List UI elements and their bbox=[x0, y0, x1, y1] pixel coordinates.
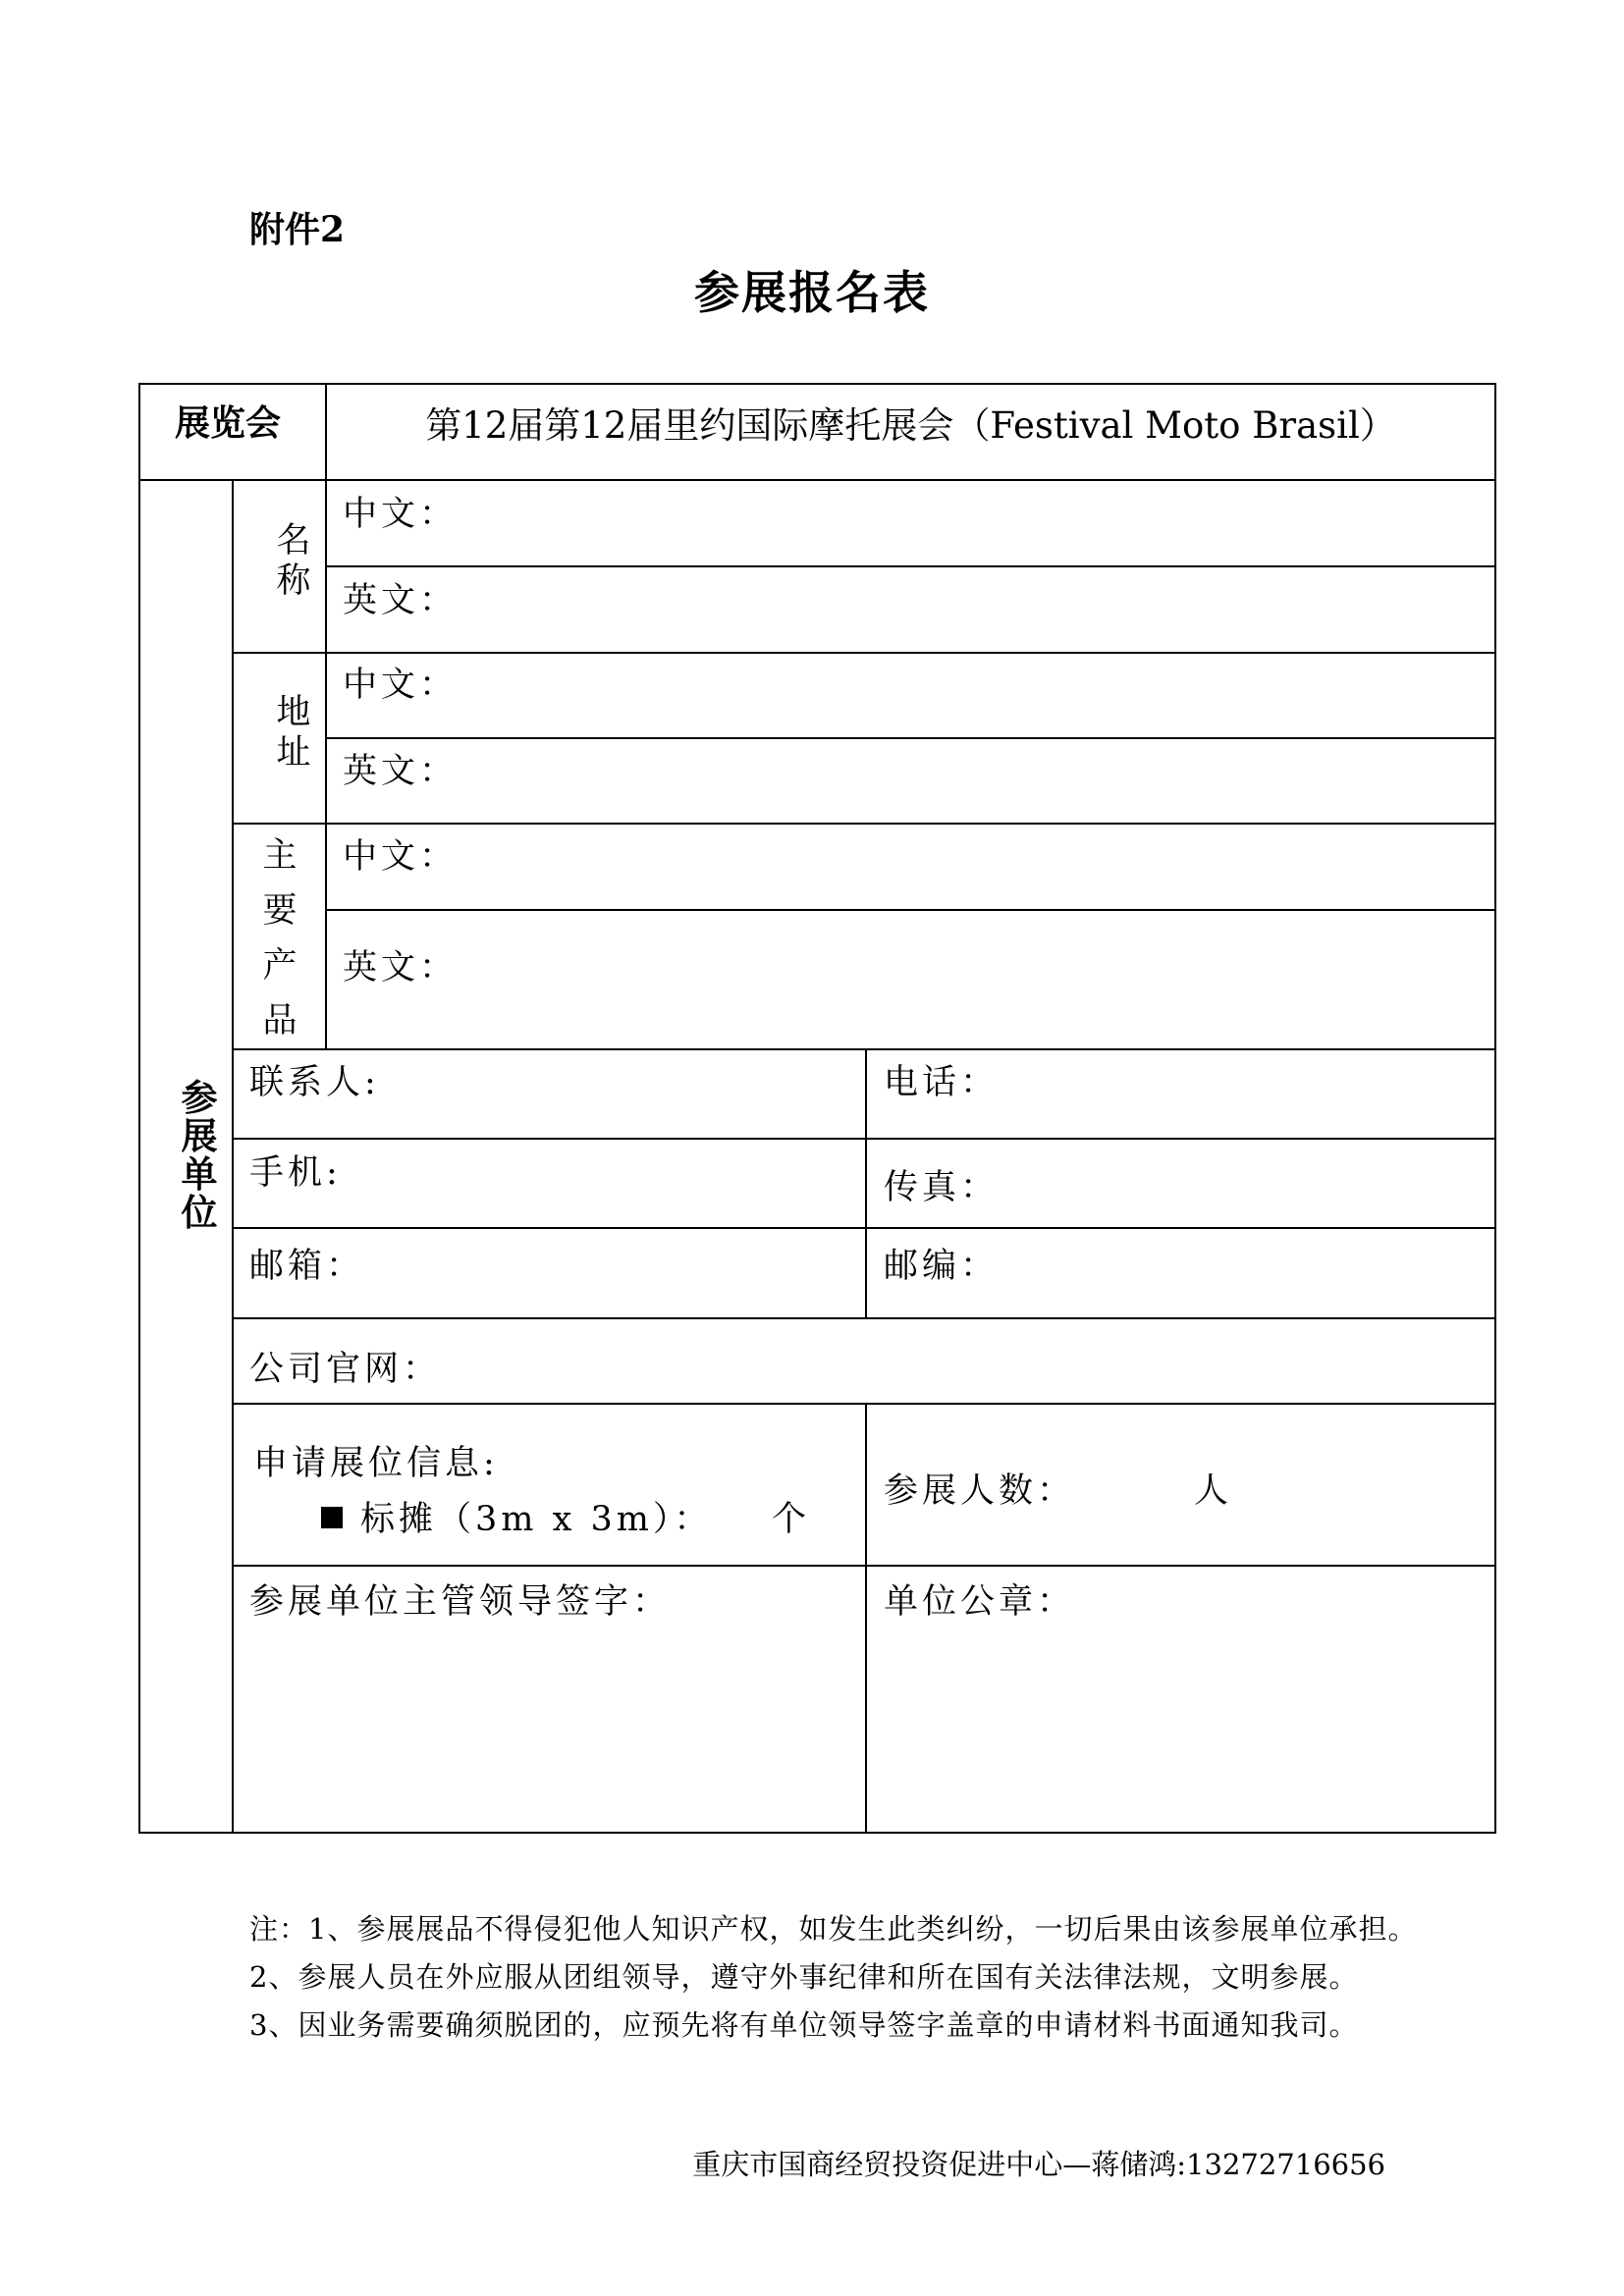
address-english-field[interactable]: 英文： bbox=[343, 752, 459, 791]
email-field[interactable]: 邮箱： bbox=[249, 1247, 365, 1286]
note-3: 3、因业务需要确须脱团的，应预先将有单位领导签字盖章的申请材料书面通知我司。 bbox=[249, 2008, 1359, 2042]
phone-field[interactable]: 电话： bbox=[884, 1063, 1000, 1102]
checkbox-icon[interactable] bbox=[321, 1507, 343, 1528]
booth-option-label: 标摊（3m x 3m）： bbox=[360, 1500, 713, 1539]
booth-unit-label: 个 bbox=[772, 1500, 811, 1539]
address-chinese-field[interactable]: 中文： bbox=[343, 666, 459, 705]
name-english-field[interactable]: 英文： bbox=[343, 581, 459, 620]
exhibition-label: 展览会 bbox=[175, 402, 282, 444]
products-chinese-field[interactable]: 中文： bbox=[343, 837, 459, 877]
fax-field[interactable]: 传真： bbox=[884, 1168, 1000, 1207]
note-2: 2、参展人员在外应服从团组领导，遵守外事纪律和所在国有关法律法规，文明参展。 bbox=[249, 1960, 1359, 1994]
attendees-unit-label: 人 bbox=[1194, 1471, 1233, 1511]
exhibitor-unit-label: 参展单位 bbox=[181, 1076, 218, 1234]
mobile-field[interactable]: 手机: bbox=[249, 1153, 342, 1193]
address-label: 地址 bbox=[276, 693, 311, 774]
page-title: 参展报名表 bbox=[694, 266, 930, 319]
main-products-label: 主要产品 bbox=[262, 836, 298, 1041]
booth-info-label: 申请展位信息: bbox=[253, 1444, 499, 1483]
unit-seal-field[interactable]: 单位公章： bbox=[884, 1582, 1076, 1622]
postcode-field[interactable]: 邮编： bbox=[884, 1247, 1000, 1286]
attachment-label: 附件2 bbox=[249, 209, 346, 250]
name-label: 名称 bbox=[276, 521, 311, 602]
attendees-field[interactable]: 参展人数： bbox=[884, 1471, 1076, 1511]
name-chinese-field[interactable]: 中文： bbox=[343, 495, 459, 534]
leader-signature-field[interactable]: 参展单位主管领导签字： bbox=[249, 1582, 672, 1622]
contact-person-field[interactable]: 联系人: bbox=[249, 1063, 380, 1102]
booth-option[interactable] bbox=[321, 1492, 712, 1541]
exhibition-value: 第12届第12届里约国际摩托展会（Festival Moto Brasil） bbox=[425, 404, 1396, 447]
company-website-field[interactable]: 公司官网： bbox=[249, 1350, 442, 1389]
note-1: 注：1、参展展品不得侵犯他人知识产权，如发生此类纠纷，一切后果由该参展单位承担。 bbox=[249, 1912, 1418, 1946]
products-english-field[interactable]: 英文： bbox=[343, 948, 459, 988]
footer-contact: 重庆市国商经贸投资促进中心—蒋储鸿:13272716656 bbox=[692, 2148, 1385, 2181]
